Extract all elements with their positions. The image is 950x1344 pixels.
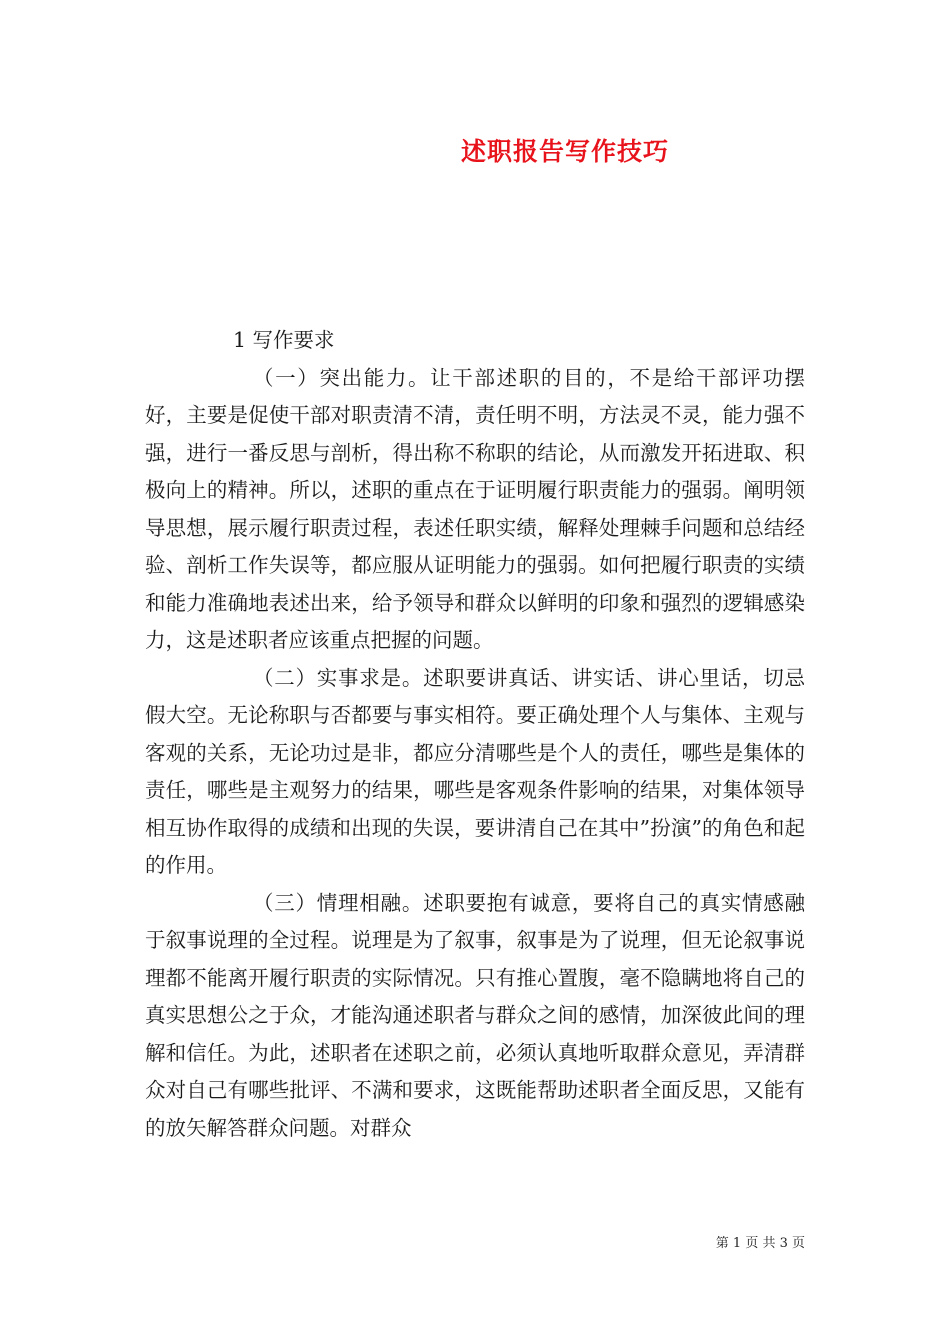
- document-title: 述职报告写作技巧: [460, 137, 669, 166]
- document-body: [145, 322, 805, 1147]
- page-number-footer: 第 1 页 共 3 页: [715, 1236, 805, 1251]
- paragraph-highlight-ability: （一）突出能力。让干部述职的目的，不是给干部评功摆好，主要是促使干部对职责清不清，责任明不明，方法灵不灵，能力强不强，进行一番反思与剖析，得出称不称职的结论，从而激发开拓进取、积极向上的精神。所以，述职的重点在于证明履行职责能力的强弱。阐明领导思想，展示履行职责过程，表述任职实绩，解释处理棘手问题和总结经验、剖析工作失误等，都应服从证明能力的强弱。如何把履行职责的实绩和能力准确地表述出来，给予领导和群众以鲜明的印象和强烈的逻辑感染力，这是述职者应该重点把握的问题。: [145, 365, 805, 652]
- paragraph-emotion-reason: （三）情理相融。述职要抱有诚意，要将自己的真实情感融于叙事说理的全过程。说理是为了叙事，叙事是为了说理，但无论叙事说理都不能离开履行职责的实际情况。只有推心置腹，毫不隐瞒地将自己的真实思想公之于众，才能沟通述职者与群众之间的感情，加深彼此间的理解和信任。为此，述职者在述职之前，必须认真地听取群众意见，弄清群众对自己有哪些批评、不满和要求，这既能帮助述职者全面反思，又能有的放矢解答群众问题。对群众: [145, 890, 805, 1140]
- paragraph-seek-truth: （二）实事求是。述职要讲真话、讲实话、讲心里话，切忌假大空。无论称职与否都要与事实相符。要正确处理个人与集体、主观与客观的关系，无论功过是非，都应分清哪些是个人的责任，哪些是集体的责任，哪些是主观努力的结果，哪些是客观条件影响的结果，对集体领导相互协作取得的成绩和出现的失误，要讲清自己在其中”扮演”的角色和起的作用。: [145, 665, 805, 877]
- section-heading: 1 写作要求: [233, 328, 335, 352]
